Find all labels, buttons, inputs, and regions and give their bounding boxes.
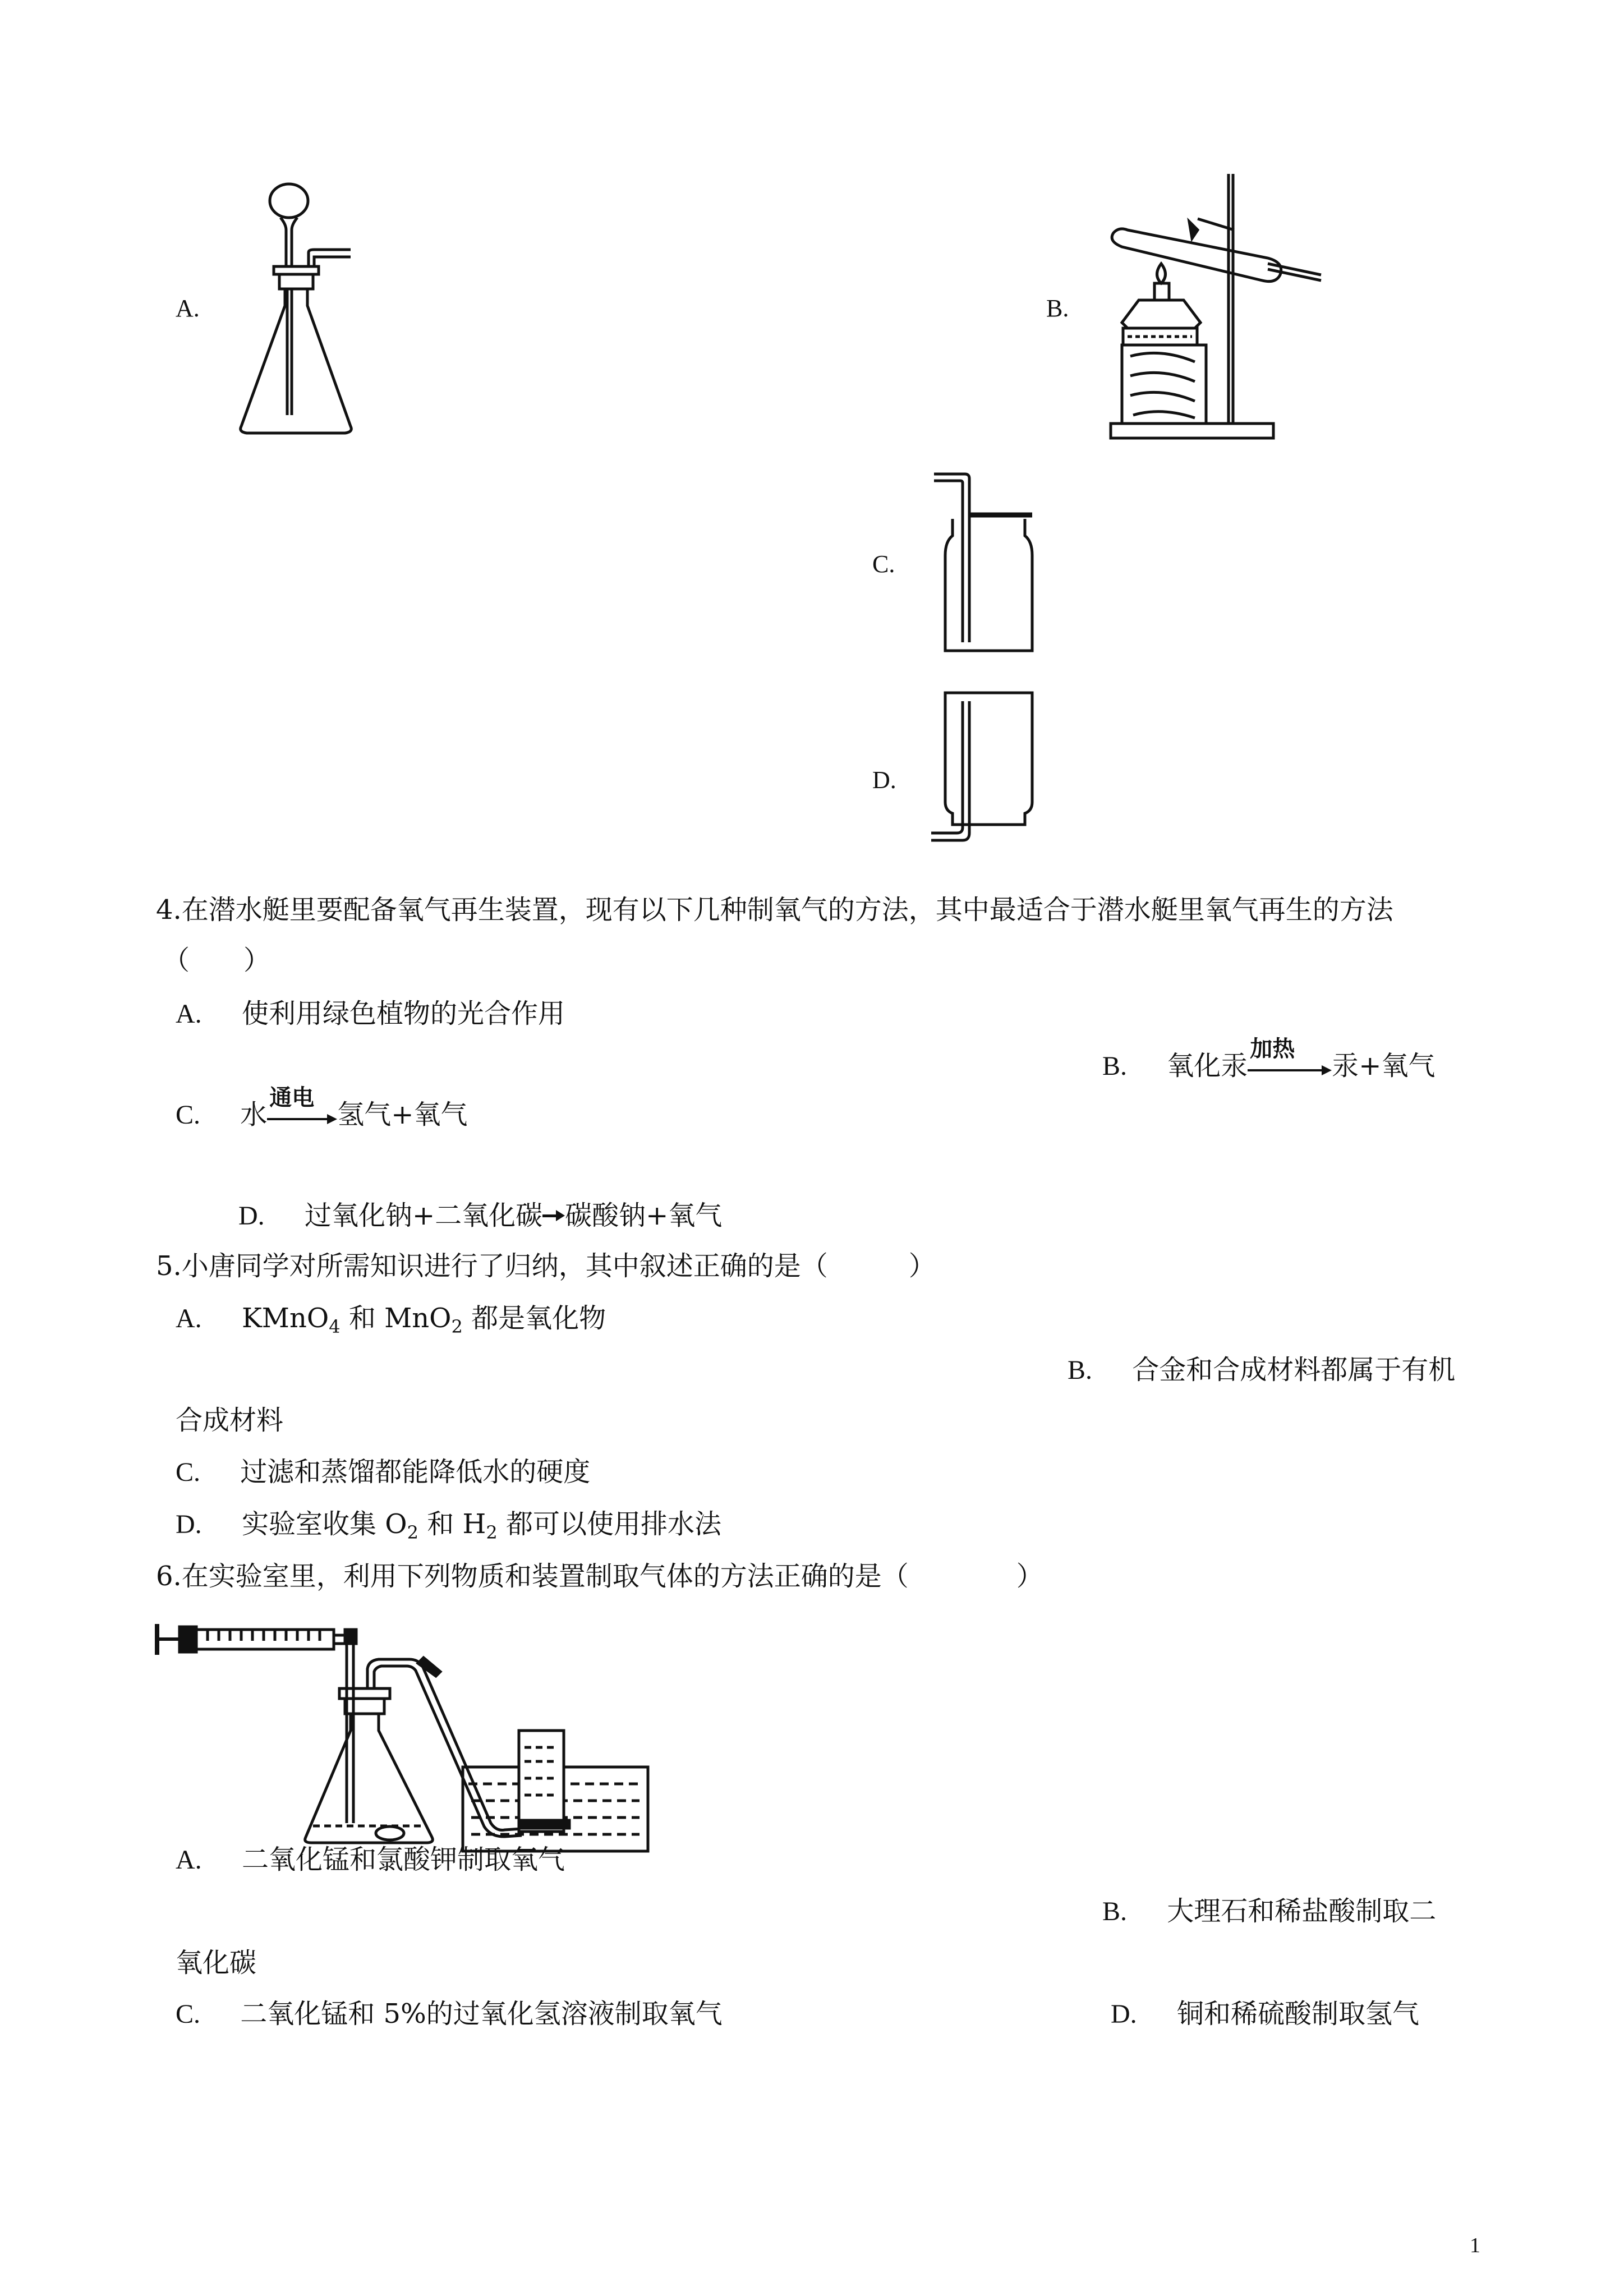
option-c-label: C.: [872, 550, 895, 578]
heating-condition: 加热: [1250, 1036, 1295, 1062]
q6-option-c: [176, 1996, 723, 2032]
q5-option-d-label: D.: [176, 1510, 202, 1539]
heating-reaction-arrow-icon: [1248, 1036, 1332, 1084]
q6-option-a-text: 二氧化锰和氯酸钾制取氧气: [241, 1844, 565, 1875]
alcohol-lamp-heating-test-tube-figure: [1099, 168, 1335, 449]
reaction-arrow-icon: [542, 1198, 565, 1234]
q5-option-a-tail: 都是氧化物: [471, 1303, 606, 1334]
q5-option-b: [1068, 1352, 1455, 1388]
q6-option-c-text: 二氧化锰和 5%的过氧化氢溶液制取氧气: [240, 1998, 723, 2030]
q5-stem: 5.小唐同学对所需知识进行了归纳，其中叙述正确的是（ ）: [156, 1250, 936, 1282]
electrolysis-condition: 通电: [269, 1085, 315, 1111]
q4-option-c-label: C.: [176, 1100, 201, 1130]
formula-mno2: 和 MnO: [348, 1303, 452, 1334]
q4-option-b-reactant: 氧化汞: [1167, 1050, 1248, 1082]
option-b-label: B.: [1046, 295, 1069, 322]
syringe-flask-water-trough-apparatus-figure: [154, 1616, 670, 1857]
q5-option-b-label: B.: [1068, 1355, 1093, 1385]
q6-option-d-label: D.: [1111, 1999, 1137, 2029]
subscript: 2: [451, 1316, 463, 1337]
q4-option-d-products: 碳酸钠+氧气: [565, 1200, 723, 1231]
formula-kmno4: KMnO: [241, 1303, 329, 1334]
electrolysis-reaction-arrow-icon: [267, 1085, 337, 1133]
page-number: 1: [1470, 2234, 1480, 2257]
q6-option-b-continuation: 氧化碳: [176, 1947, 257, 1978]
q6-option-b-label: B.: [1102, 1897, 1128, 1926]
q5-option-a-text: [241, 1303, 606, 1337]
inverted-gas-collecting-bottle-figure: [926, 684, 1049, 875]
q4-option-a-label: A.: [176, 999, 202, 1029]
q4-option-b-label: B.: [1102, 1051, 1128, 1081]
q5-option-a-label: A.: [176, 1304, 202, 1333]
q4-option-b-products: 汞+氧气: [1332, 1050, 1436, 1082]
q4-option-c-products: 氢气+氧气: [337, 1099, 468, 1130]
q6-option-d: [1111, 1996, 1419, 2032]
q6-option-c-label: C.: [176, 1999, 201, 2029]
q5-option-c-label: C.: [176, 1457, 201, 1487]
q6-option-b-text: 大理石和稀盐酸制取二: [1167, 1895, 1437, 1927]
q4-answer-paren: （ ）: [163, 945, 271, 976]
q4-option-c-reactant: 水: [240, 1099, 268, 1130]
q5-option-c-text: 过滤和蒸馏都能降低水的硬度: [240, 1456, 591, 1488]
q4-option-a: [176, 996, 565, 1032]
q5-option-d-text: [241, 1508, 721, 1543]
q4-option-b: [1102, 1036, 1436, 1084]
q6-option-b: [1102, 1893, 1436, 1930]
gas-collecting-bottle-long-tube-figure: [926, 471, 1049, 656]
q5-option-a: [176, 1300, 606, 1345]
option-a-label: A.: [176, 295, 200, 322]
subscript: 4: [329, 1316, 341, 1337]
formula-h2: 和 H: [427, 1508, 486, 1540]
q5-option-b-text: 合金和合成材料都属于有机: [1132, 1354, 1456, 1386]
q5-option-b-continuation: 合成材料: [176, 1405, 284, 1436]
q6-option-a: [176, 1842, 565, 1878]
q4-option-d-reactants: 过氧化钠+二氧化碳: [304, 1200, 543, 1231]
q6-stem: 6.在实验室里，利用下列物质和装置制取气体的方法正确的是（ ）: [156, 1561, 1043, 1592]
q4-option-c: [176, 1085, 468, 1133]
q4-option-d: [238, 1198, 722, 1234]
subscript: 2: [407, 1522, 418, 1543]
q5-option-c: [176, 1454, 590, 1490]
q4-option-a-text: 使利用绿色植物的光合作用: [241, 998, 565, 1029]
q4-option-d-label: D.: [238, 1201, 265, 1231]
q4-stem: 4.在潜水艇里要配备氧气再生装置，现有以下几种制氧气的方法，其中最适合于潜水艇里氧气再生的方法: [156, 894, 1393, 926]
q6-option-a-label: A.: [176, 1845, 202, 1875]
q5-option-d-tail: 都可以使用排水法: [505, 1508, 721, 1540]
erlenmeyer-flask-with-thistle-funnel-figure: [224, 168, 370, 449]
q5-option-d: [176, 1506, 721, 1550]
subscript: 2: [486, 1522, 498, 1543]
q6-option-d-text: 铜和稀硫酸制取氢气: [1176, 1998, 1419, 2030]
formula-o2: 实验室收集 O: [241, 1508, 407, 1540]
option-d-label: D.: [872, 766, 896, 794]
